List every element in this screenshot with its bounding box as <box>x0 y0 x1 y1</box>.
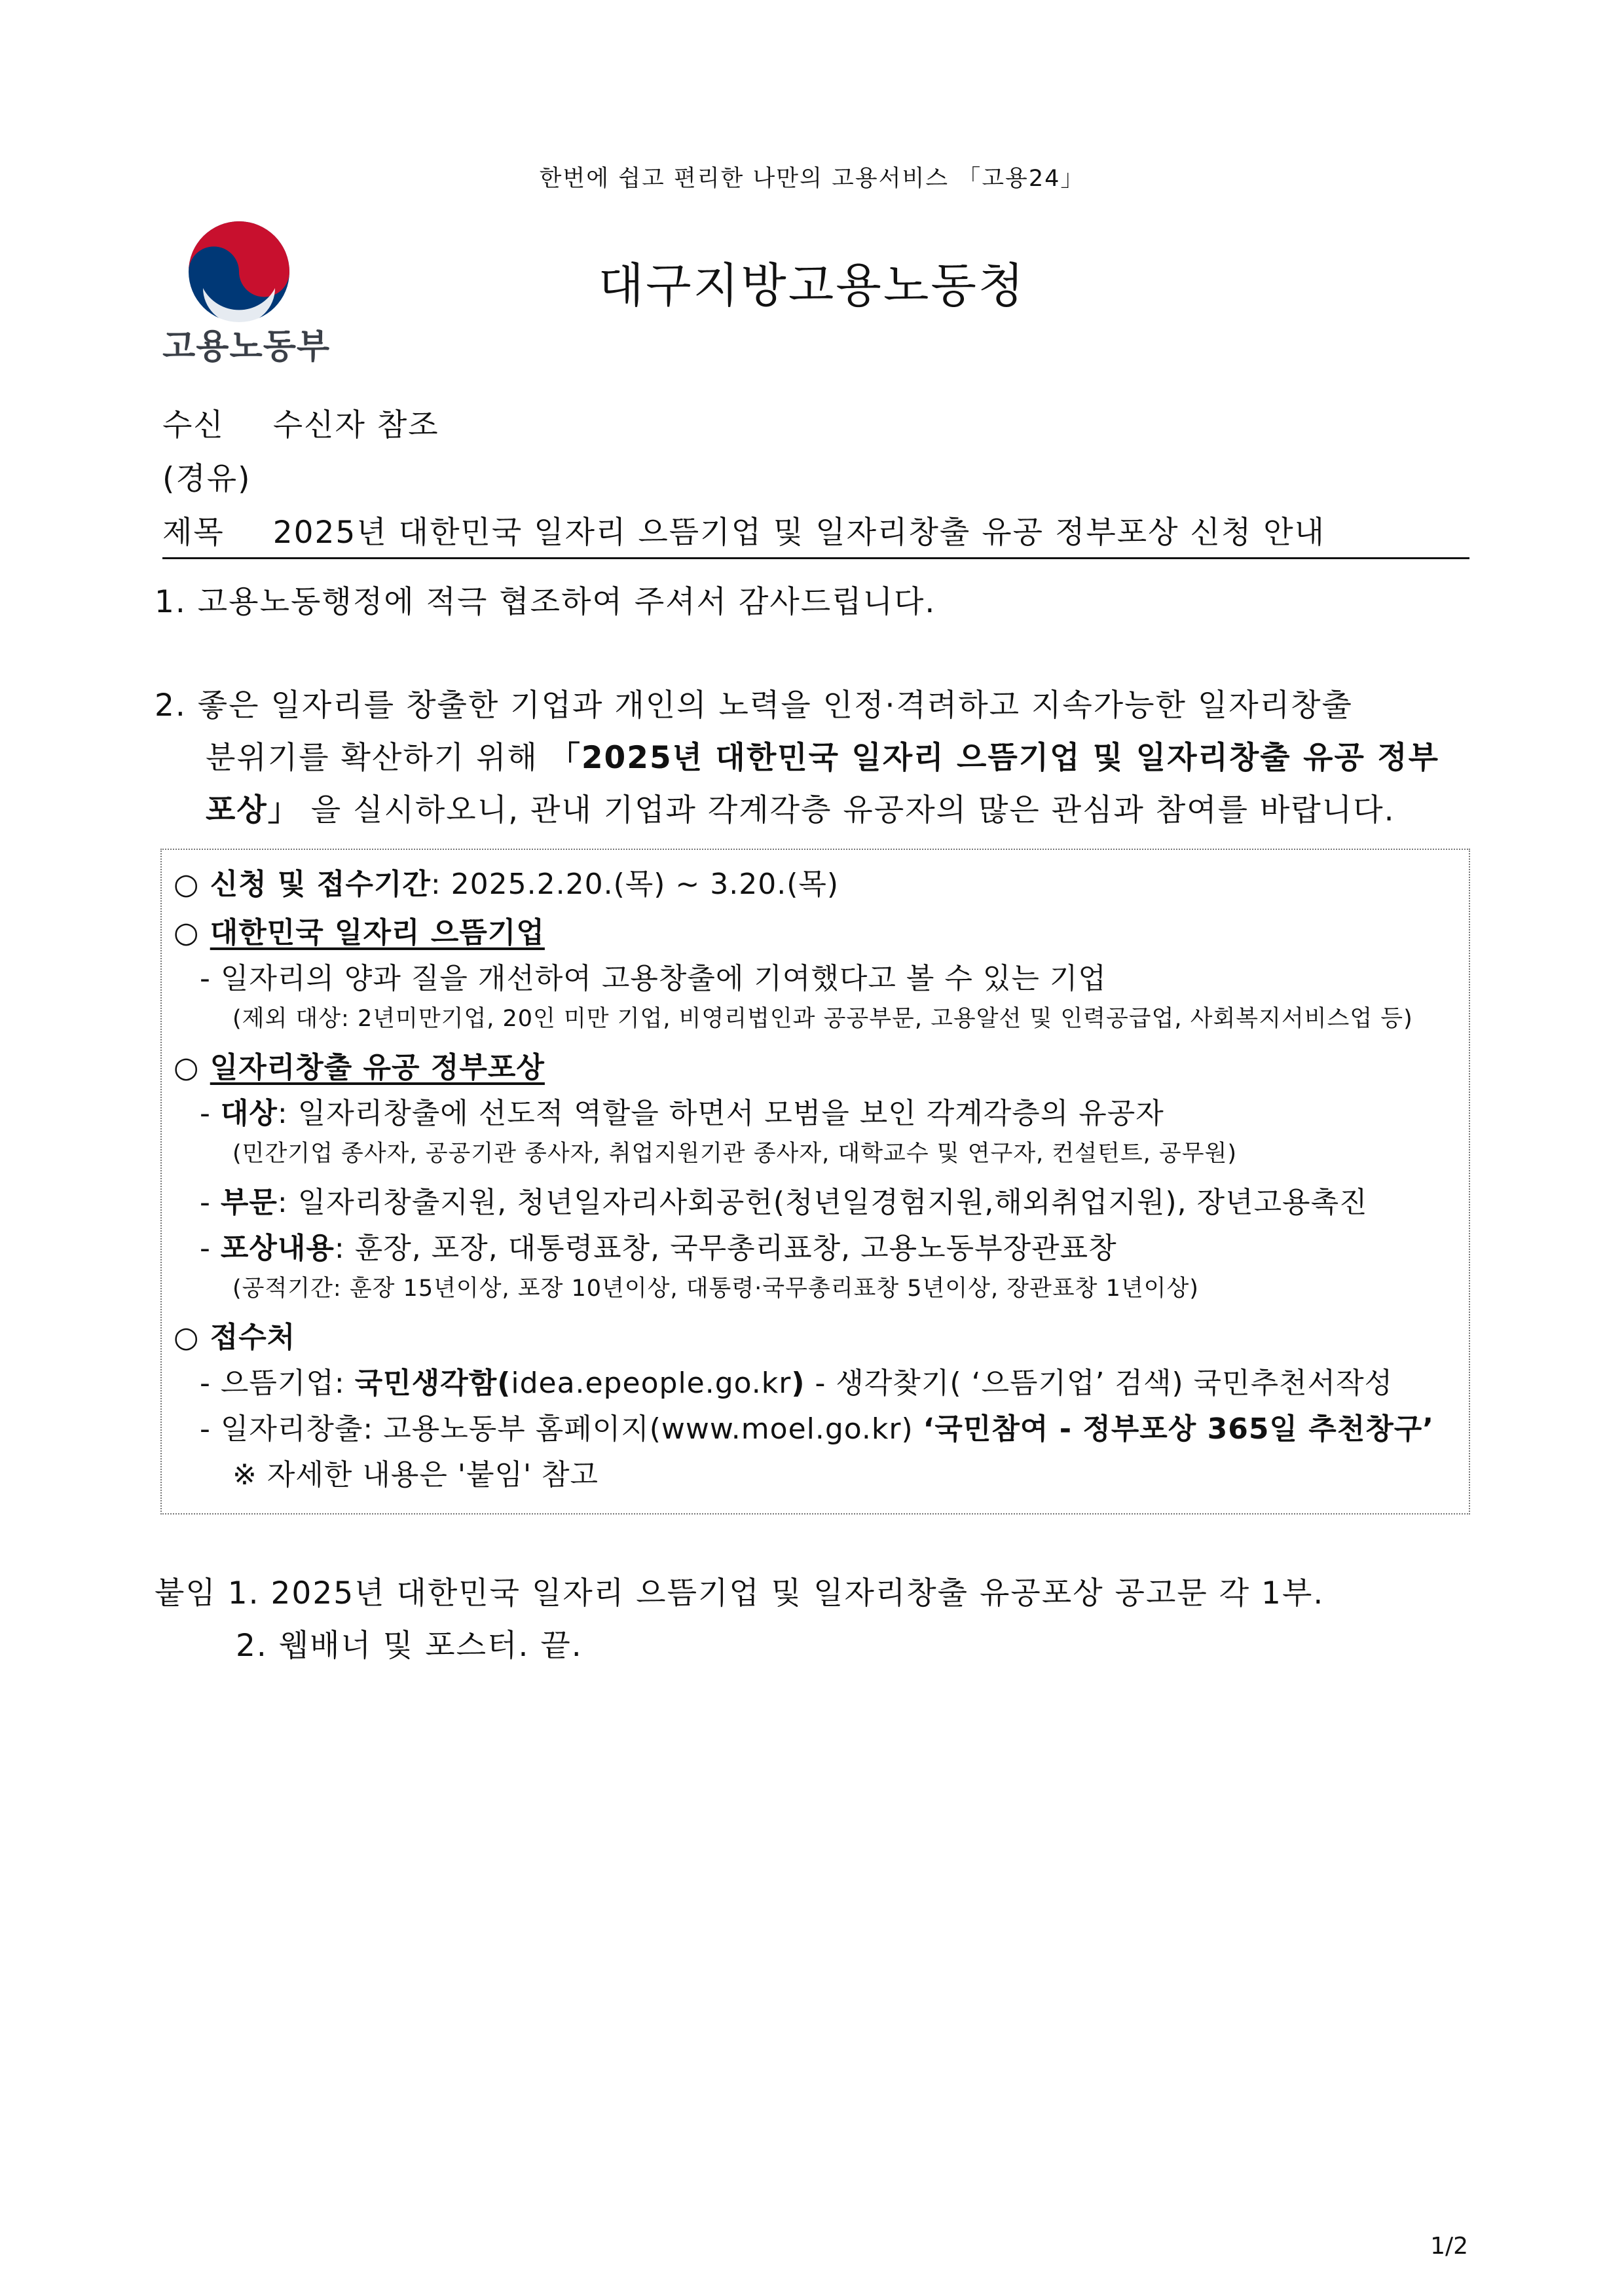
campaign-title-end: 포상」 <box>206 792 300 828</box>
slogan: 한번에 쉽고 편리한 나만의 고용서비스 「고용24」 <box>539 166 1085 192</box>
reception-2-path: ‘국민참여 - 정부포상 365일 추천창구’ <box>923 1412 1435 1446</box>
recipient-label: 수신 <box>162 407 225 443</box>
award-label: 포상내용 <box>220 1232 335 1265</box>
award-note: (공적기간: 훈장 15년이상, 포장 10년이상, 대통령·국무총리표창 5년이상, 장관표창 1년이상) <box>232 1276 1199 1302</box>
reception-1-path: - 생각찾기( ‘으뜸기업’ 검색) 국민추천서작성 <box>805 1367 1393 1400</box>
section-3-title: ○ 접수처 <box>174 1321 296 1354</box>
target-note: (민간기업 종사자, 공공기관 종사자, 취업지원기관 종사자, 대학교수 및 연구자, 컨설턴트, 공무원) <box>232 1141 1237 1167</box>
agency-name: 대구지방고용노동청 <box>598 258 1026 313</box>
dash: - <box>200 1232 221 1265</box>
recipient-row <box>162 401 439 445</box>
paragraph-2-text: 분위기를 확산하기 위해 <box>206 740 549 776</box>
reception-2 <box>200 1405 1434 1447</box>
target-label: 대상 <box>220 1097 278 1130</box>
attachment-1: 붙임 1. 2025년 대한민국 일자리 으뜸기업 및 일자리창출 유공포상 공고문 각 1부. <box>155 1575 1325 1611</box>
section-1-title-row <box>174 909 545 951</box>
reception-1-site-close: ) <box>791 1367 805 1400</box>
paragraph-2-line-3 <box>206 786 1395 830</box>
via-row: (경유) <box>162 461 251 497</box>
paragraph-2-line-1: 2. 좋은 일자리를 창출한 기업과 개인의 노력을 인정·격려하고 지속가능한 일자리창출 <box>155 688 1353 724</box>
period-value: : 2025.2.20.(목) ~ 3.20.(목) <box>430 868 840 901</box>
section-2-title-row <box>174 1044 545 1086</box>
logo-text: 고용노동부 <box>162 327 331 367</box>
period-head: ○ 신청 및 접수기간 <box>174 868 431 901</box>
section-1-desc: - 일자리의 양과 질을 개선하여 고용창출에 기여했다고 볼 수 있는 기업 <box>200 962 1107 995</box>
subject-value: 2025년 대한민국 일자리 으뜸기업 및 일자리창출 유공 정부포상 신청 안내 <box>272 515 1326 551</box>
section-2-title: 일자리창출 유공 정부포상 <box>210 1051 545 1084</box>
paragraph-2-line-2 <box>206 733 1439 777</box>
recipient-value: 수신자 참조 <box>272 407 439 443</box>
reception-1-url[interactable]: idea.epeople.go.kr <box>511 1367 792 1400</box>
dept-row <box>200 1179 1368 1221</box>
reception-2-label: - 일자리창출: 고용노동부 홈페이지(www.moel.go.kr) <box>200 1412 923 1446</box>
award-value: : 훈장, 포장, 대통령표창, 국무총리표창, 고용노동부장관표창 <box>334 1232 1117 1265</box>
dash: - <box>200 1097 221 1130</box>
dept-value: : 일자리창출지원, 청년일자리사회공헌(청년일경험지원,해외취업지원), 장년고용촉진 <box>277 1186 1368 1219</box>
bullet: ○ <box>174 1051 210 1084</box>
attachment-2: 2. 웹배너 및 포스터. 끝. <box>236 1628 583 1664</box>
dept-label: 부문 <box>220 1186 278 1219</box>
target-row <box>200 1090 1164 1131</box>
campaign-title: 「2025년 대한민국 일자리 으뜸기업 및 일자리창출 유공 정부 <box>549 740 1440 776</box>
paragraph-1: 1. 고용노동행정에 적극 협조하여 주셔서 감사드립니다. <box>155 584 936 620</box>
dash: - <box>200 1186 221 1219</box>
paragraph-2-text-end: 을 실시하오니, 관내 기업과 각계각층 유공자의 많은 관심과 참여를 바랍니다. <box>299 792 1395 828</box>
bullet: ○ <box>174 916 210 949</box>
page-number: 1/2 <box>1430 2233 1468 2260</box>
section-1-note: (제외 대상: 2년미만기업, 20인 미만 기업, 비영리법인과 공공부문, 고용알선 및 인력공급업, 사회복지서비스업 등) <box>232 1006 1413 1032</box>
reference-note: ※ 자세한 내용은 '붙임' 참고 <box>232 1458 599 1492</box>
subject-label: 제목 <box>162 515 225 551</box>
reception-1-label: - 으뜸기업: <box>200 1367 355 1400</box>
section-1-title: 대한민국 일자리 으뜸기업 <box>210 916 545 949</box>
award-row <box>200 1224 1117 1266</box>
subject-divider <box>162 557 1469 559</box>
reception-1 <box>200 1359 1393 1401</box>
reception-1-site: 국민생각함( <box>354 1367 511 1400</box>
period-row <box>174 860 839 902</box>
subject-row <box>162 508 1325 552</box>
target-value: : 일자리창출에 선도적 역할을 하면서 모범을 보인 각계각층의 유공자 <box>277 1097 1164 1130</box>
